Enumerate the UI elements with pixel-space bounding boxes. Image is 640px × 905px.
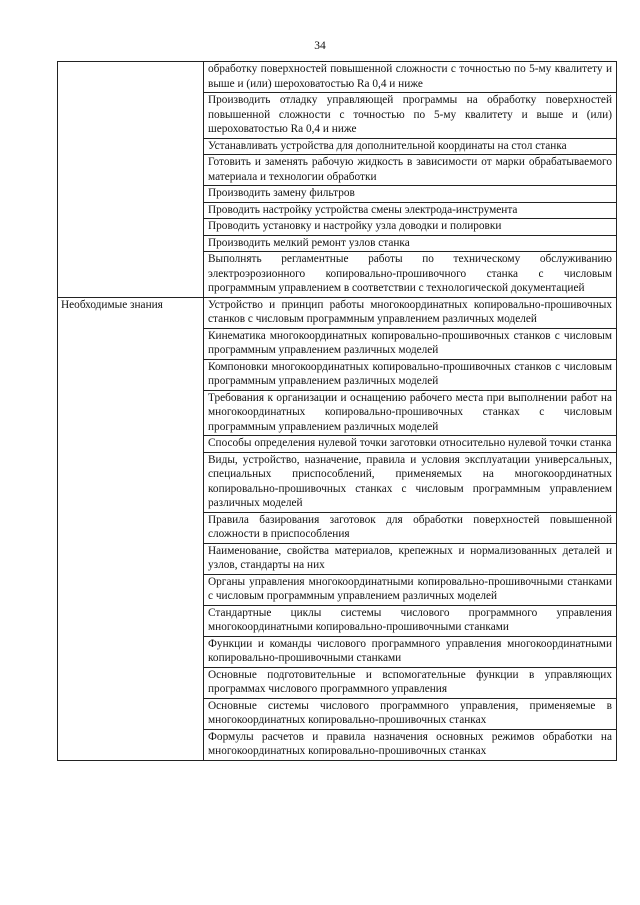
knowledge-cell: Правила базирования заготовок для обработки поверхностей повышенной сложности в приспособления [204,512,617,543]
skill-cell: Выполнять регламентные работы по техническому обслуживанию электроэрозионного копировально-прошивочного станка с числовым программным управлением в соответствии с технологической документацией [204,252,617,298]
knowledge-cell: Способы определения нулевой точки заготовки относительно нулевой точки станка [204,436,617,453]
knowledge-cell: Кинематика многокоординатных копировально-прошивочных станков с числовым программным управлением различных моделей [204,328,617,359]
skill-cell: обработку поверхностей повышенной сложности с точностью по 5-му квалитету и выше и (или) шероховатостью Ra 0,4 и ниже [204,62,617,93]
skill-cell: Производить отладку управляющей программы на обработку поверхностей повышенной сложности с точностью по 5-му квалитету и выше и (или) шероховатостью Ra 0,4 и ниже [204,93,617,139]
page-number: 34 [314,40,326,52]
competency-table [57,61,617,761]
knowledge-label-cell [58,297,204,760]
table-row [58,297,617,328]
knowledge-cell: Функции и команды числового программного управления многокоординатными копировально-прошивочными станками [204,636,617,667]
skill-cell: Проводить установку и настройку узла доводки и полировки [204,219,617,236]
knowledge-cell: Требования к организации и оснащению рабочего места при выполнении работ на многокоординатных копировально-прошивочных станках с числовым программным управлением различных моделей [204,390,617,436]
skill-cell: Готовить и заменять рабочую жидкость в зависимости от марки обрабатываемого материала и технологии обработки [204,155,617,186]
table-row [58,62,617,93]
knowledge-cell: Стандартные циклы системы числового программного управления многокоординатными копировально-прошивочными станками [204,605,617,636]
knowledge-cell: Основные подготовительные и вспомогательные функции в управляющих программах числового программного управления [204,667,617,698]
knowledge-cell: Основные системы числового программного управления, применяемые в многокоординатных копировально-прошивочных станках [204,698,617,729]
knowledge-cell: Наименование, свойства материалов, крепежных и нормализованных деталей и узлов, стандарты на них [204,543,617,574]
knowledge-cell: Компоновки многокоординатных копировально-прошивочных станков с числовым программным управлением различных моделей [204,359,617,390]
knowledge-label: Необходимые знания [61,298,163,311]
skills-label-cell [58,62,204,298]
skill-cell: Устанавливать устройства для дополнительной координаты на стол станка [204,138,617,155]
skill-cell: Производить мелкий ремонт узлов станка [204,235,617,252]
knowledge-cell: Виды, устройство, назначение, правила и условия эксплуатации универсальных, специальных приспособлений, применяемых на многокоординатных копировально-прошивочных станках с числовым программным управлением различных моделей [204,452,617,512]
knowledge-cell: Устройство и принцип работы многокоординатных копировально-прошивочных станков с числовым программным управлением различных моделей [204,297,617,328]
knowledge-cell: Органы управления многокоординатными копировально-прошивочными станками с числовым программным управлением различных моделей [204,574,617,605]
skill-cell: Проводить настройку устройства смены электрода-инструмента [204,202,617,219]
knowledge-cell: Формулы расчетов и правила назначения основных режимов обработки на многокоординатных копировально-прошивочных станках [204,729,617,760]
skill-cell: Производить замену фильтров [204,186,617,203]
